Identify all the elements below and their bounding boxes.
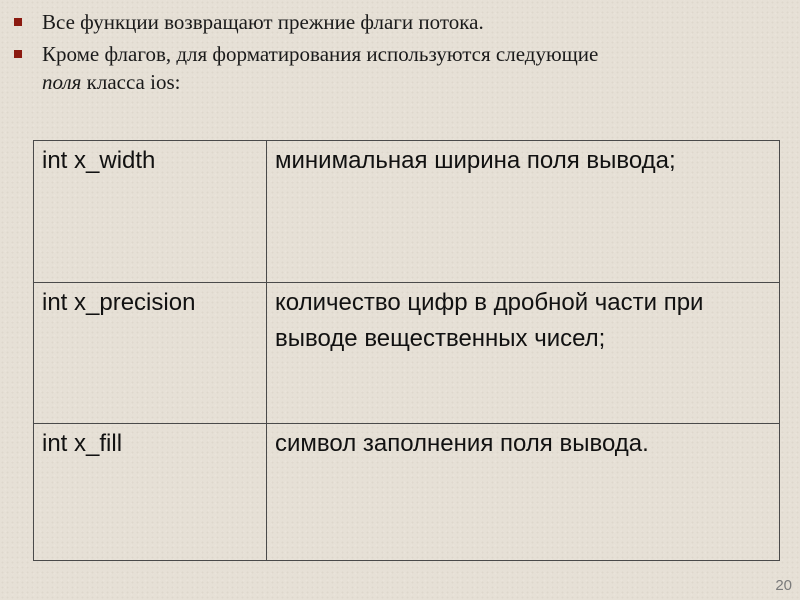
table-row [34, 141, 780, 283]
bullet-item-1 [12, 8, 772, 36]
slide-number: 20 [775, 577, 792, 594]
bullet-item-2 [12, 40, 772, 96]
bullet-list [12, 8, 772, 100]
field-name-cell: int x_fill [34, 424, 267, 561]
field-description-cell: символ заполнения поля вывода. [267, 424, 780, 561]
field-name-cell: int x_precision [34, 283, 267, 424]
fields-table [33, 140, 780, 561]
bullet-square-icon [14, 50, 22, 58]
bullet-text-2b: класса ios: [81, 70, 181, 94]
field-description-cell: минимальная ширина поля вывода; [267, 141, 780, 283]
bullet-square-icon [14, 18, 22, 26]
table-row [34, 283, 780, 424]
field-name-cell: int x_width [34, 141, 267, 283]
field-description-cell: количество цифр в дробной части при выводе вещественных чисел; [267, 283, 780, 424]
bullet-text-1: Все функции возвращают прежние флаги потока. [42, 10, 484, 34]
table-row [34, 424, 780, 561]
bullet-text-2-italic: поля [42, 70, 82, 94]
bullet-text-2a: Кроме флагов, для форматирования используются следующие [42, 42, 599, 66]
